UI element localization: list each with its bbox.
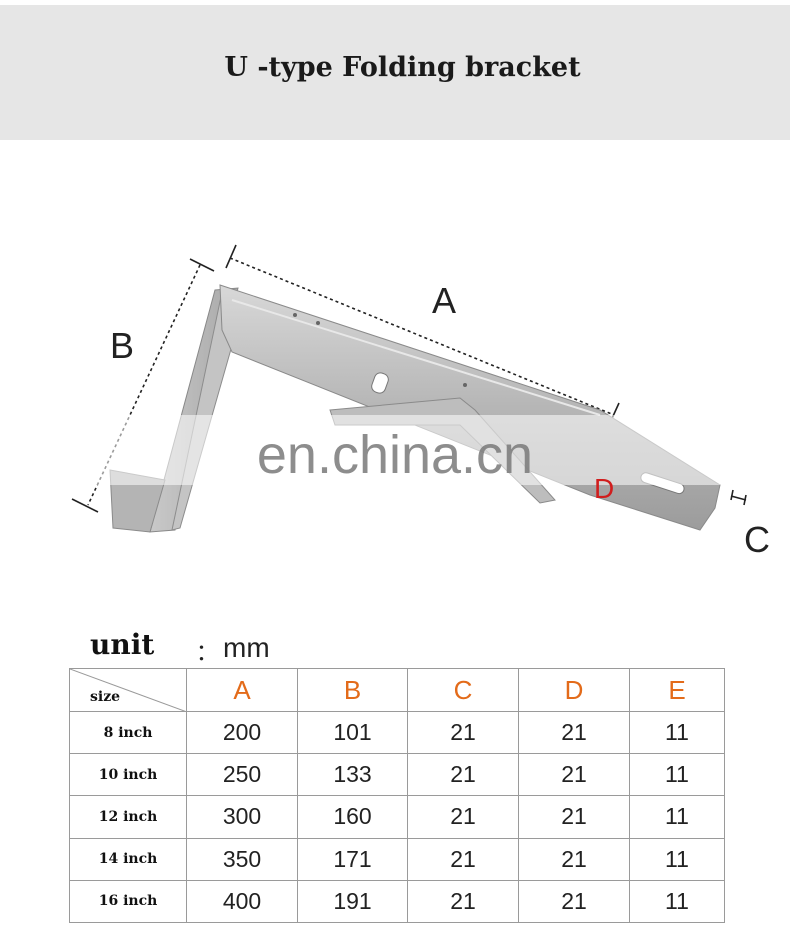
bracket-diagram	[0, 140, 790, 610]
size-header-cell	[70, 669, 187, 712]
cell-c: 21	[408, 712, 519, 754]
row-size-label: 8 inch	[70, 712, 187, 754]
title-banner	[0, 5, 790, 140]
label-c: C	[744, 519, 770, 560]
cell-e: 11	[630, 838, 725, 880]
row-size-label: 12 inch	[70, 796, 187, 838]
column-header-e: E	[630, 669, 725, 712]
table-row	[70, 712, 725, 754]
row-size-label: 10 inch	[70, 754, 187, 796]
cell-b: 191	[298, 880, 408, 922]
cell-d: 21	[519, 712, 630, 754]
cell-c: 21	[408, 754, 519, 796]
cell-e: 11	[630, 796, 725, 838]
cell-a: 400	[187, 880, 298, 922]
column-header-a: A	[187, 669, 298, 712]
column-header-d: D	[519, 669, 630, 712]
cell-a: 250	[187, 754, 298, 796]
column-header-c: C	[408, 669, 519, 712]
cell-a: 300	[187, 796, 298, 838]
size-header: size	[90, 689, 121, 705]
cell-c: 21	[408, 880, 519, 922]
cell-c: 21	[408, 838, 519, 880]
page-title: U -type Folding bracket	[224, 52, 581, 83]
label-b: B	[110, 325, 135, 366]
table-row	[70, 838, 725, 880]
table-row	[70, 880, 725, 922]
dimension-mark-c	[731, 490, 746, 505]
cell-e: 11	[630, 712, 725, 754]
diagonal-divider	[70, 669, 187, 712]
unit-label: unit	[90, 628, 155, 661]
cell-b: 133	[298, 754, 408, 796]
cell-b: 171	[298, 838, 408, 880]
table-header-row	[70, 669, 725, 712]
unit-colon: ：	[195, 636, 224, 667]
label-a: A	[432, 280, 457, 321]
table-row	[70, 796, 725, 838]
cell-c: 21	[408, 796, 519, 838]
cell-d: 21	[519, 838, 630, 880]
cell-b: 101	[298, 712, 408, 754]
unit-value: mm	[223, 632, 270, 663]
watermark-text: en.china.cn	[256, 425, 534, 485]
cell-d: 21	[519, 796, 630, 838]
row-size-label: 16 inch	[70, 880, 187, 922]
column-header-b: B	[298, 669, 408, 712]
cell-b: 160	[298, 796, 408, 838]
size-table	[69, 668, 725, 923]
cell-d: 21	[519, 754, 630, 796]
row-size-label: 14 inch	[70, 838, 187, 880]
cell-d: 21	[519, 880, 630, 922]
table-row	[70, 754, 725, 796]
cell-a: 350	[187, 838, 298, 880]
cell-e: 11	[630, 880, 725, 922]
label-d: D	[594, 473, 615, 504]
cell-e: 11	[630, 754, 725, 796]
cell-a: 200	[187, 712, 298, 754]
